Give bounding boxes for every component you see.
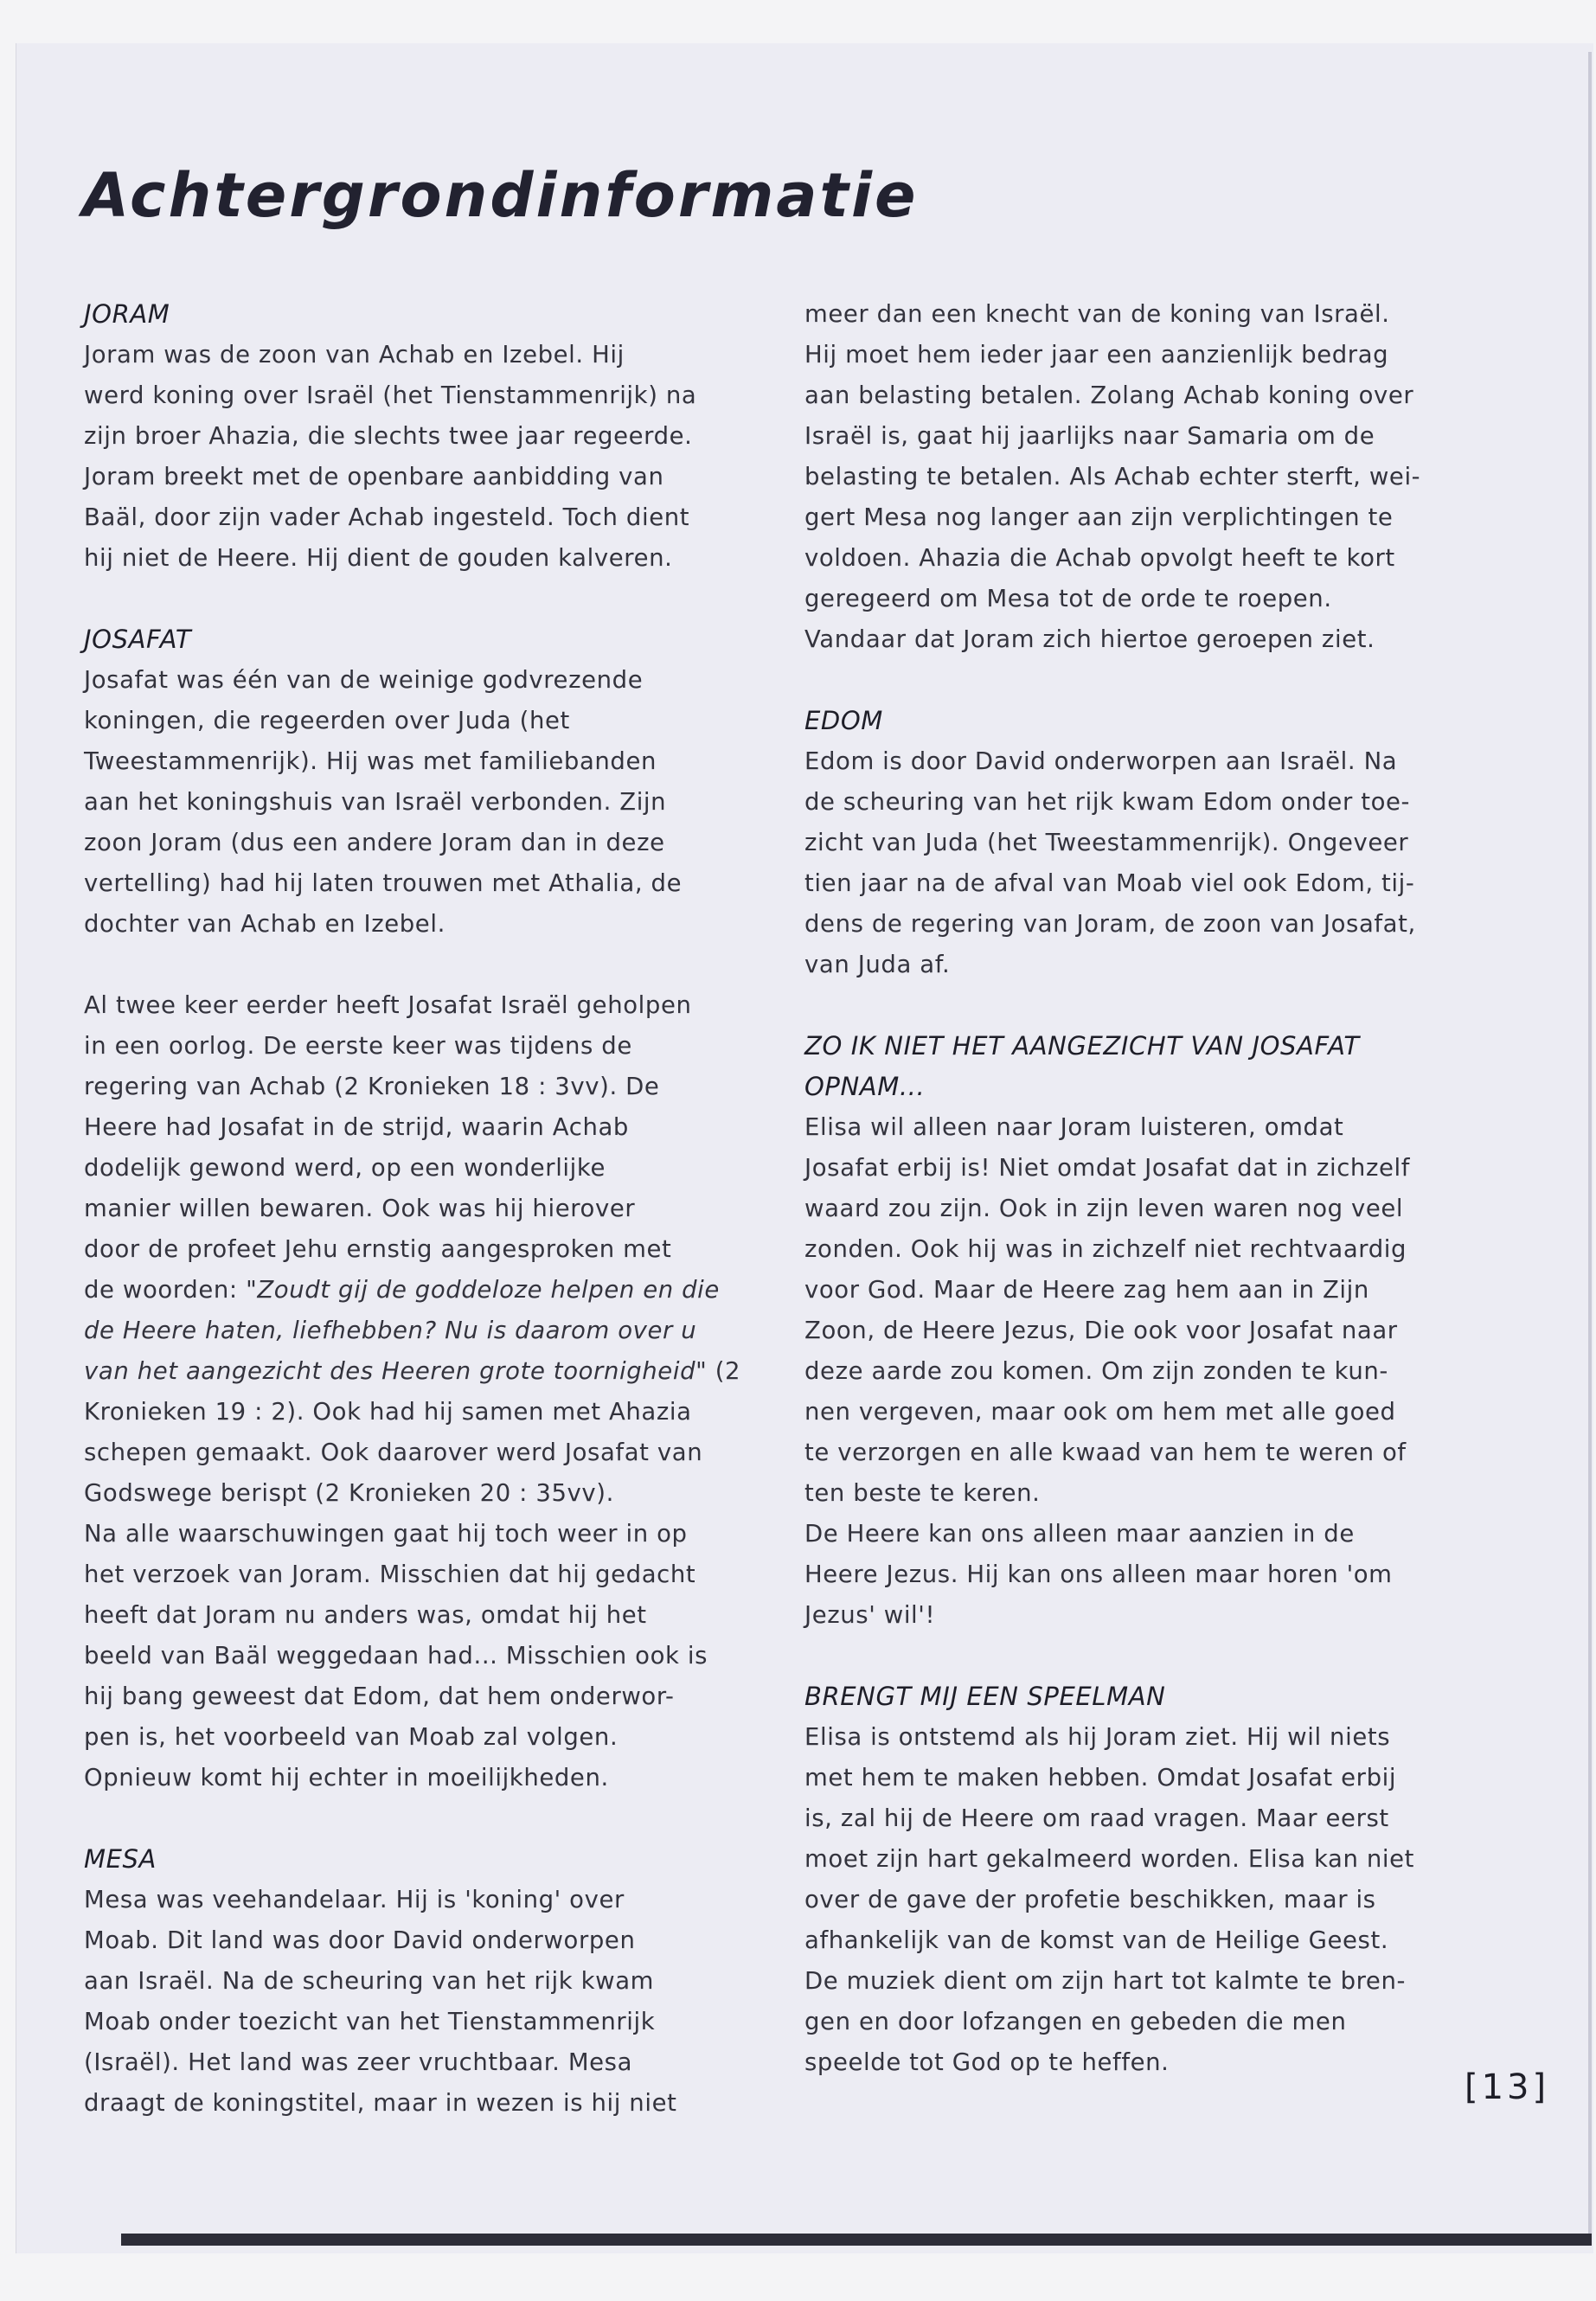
text-line: dens de regering van Joram, de zoon van Josafat,: [804, 910, 1416, 938]
quote-part-1: "Zoudt gij de goddeloze helpen en die: [246, 1276, 720, 1304]
text-line: van Juda af.: [804, 951, 951, 978]
josafat-text: [84, 660, 741, 945]
heading-mesa: MESA: [84, 1844, 157, 1874]
left-column: [84, 294, 741, 2124]
mesa-text: [84, 1880, 741, 2124]
zo-ik-text: [804, 1107, 1462, 1636]
text-line: meer dan een knecht van de koning van Israël.: [804, 300, 1390, 328]
mesa-continued-text: [804, 294, 1462, 660]
text-line: met hem te maken hebben. Omdat Josafat erbij: [804, 1764, 1397, 1791]
joram-text: [84, 335, 741, 579]
text-line: heeft dat Joram nu anders was, omdat hij het: [84, 1601, 647, 1629]
text-line: Zoon, de Heere Jezus, Die ook voor Josafat naar: [804, 1317, 1398, 1344]
text-line: afhankelijk van de komst van de Heilige Geest.: [804, 1926, 1389, 1954]
heading-speelman: BRENGT MIJ EEN SPEELMAN: [804, 1682, 1166, 1711]
page-edge: [1588, 52, 1592, 2240]
text-line: is, zal hij de Heere om raad vragen. Maar eerst: [804, 1804, 1389, 1832]
section-joram: [84, 294, 741, 579]
bottom-bar: [121, 2234, 1592, 2246]
text-line: De muziek dient om zijn hart tot kalmte te bren-: [804, 1967, 1407, 1995]
text-line: hij niet de Heere. Hij dient de gouden kalveren.: [84, 544, 673, 572]
text-line: aan het koningshuis van Israël verbonden. Zijn: [84, 788, 667, 816]
speelman-text: [804, 1717, 1462, 2083]
text-line: pen is, het voorbeeld van Moab zal volgen.: [84, 1723, 619, 1751]
heading-joram: JORAM: [84, 299, 170, 329]
text-line: Heere Jezus. Hij kan ons alleen maar horen 'om: [804, 1561, 1393, 1588]
josafat-text-2a: [84, 985, 741, 1270]
text-line: Moab onder toezicht van het Tienstammenrijk: [84, 2008, 656, 2035]
text-line: regering van Achab (2 Kronieken 18 : 3vv). De: [84, 1073, 660, 1100]
text-line: speelde tot God op te heffen.: [804, 2048, 1170, 2076]
heading-zo-ik-1: ZO IK NIET HET AANGEZICHT VAN JOSAFAT: [804, 1031, 1360, 1061]
quote-part-3: van het aangezicht des Heeren grote toornigheid": [84, 1357, 708, 1385]
text-line: Edom is door David onderworpen aan Israël. Na: [804, 747, 1398, 775]
edom-text: [804, 741, 1462, 985]
text-line: aan belasting betalen. Zolang Achab koning over: [804, 381, 1414, 409]
text-line: over de gave der profetie beschikken, maar is: [804, 1886, 1376, 1913]
text-line: in een oorlog. De eerste keer was tijdens de: [84, 1032, 632, 1060]
page-number: [13]: [1465, 2067, 1550, 2107]
text-line: Jezus' wil'!: [804, 1601, 936, 1629]
text-line: te verzorgen en alle kwaad van hem te weren of: [804, 1439, 1407, 1466]
heading-josafat: JOSAFAT: [84, 625, 192, 654]
text-line: ten beste te keren.: [804, 1479, 1041, 1507]
text-line: het verzoek van Joram. Misschien dat hij gedacht: [84, 1561, 696, 1588]
section-speelman: [804, 1676, 1462, 2083]
text-line: aan Israël. Na de scheuring van het rijk kwam: [84, 1967, 655, 1995]
text-line: zicht van Juda (het Tweestammenrijk). Ongeveer: [804, 829, 1409, 856]
section-mesa-continued: [804, 294, 1462, 660]
text-line: Vandaar dat Joram zich hiertoe geroepen ziet.: [804, 625, 1375, 653]
text-line: koningen, die regeerden over Juda (het: [84, 707, 570, 734]
text-line: geregeerd om Mesa tot de orde te roepen.: [804, 585, 1332, 612]
text-line: werd koning over Israël (het Tienstammenrijk) na: [84, 381, 697, 409]
section-josafat-2: [84, 985, 741, 1798]
text-line: Elisa is ontstemd als hij Joram ziet. Hij wil niets: [804, 1723, 1391, 1751]
text-line: gert Mesa nog langer aan zijn verplichtingen te: [804, 503, 1394, 531]
text-line: deze aarde zou komen. Om zijn zonden te kun-: [804, 1357, 1388, 1385]
text-line: voldoen. Ahazia die Achab opvolgt heeft te kort: [804, 544, 1395, 572]
text-line: vertelling) had hij laten trouwen met Athalia, de: [84, 869, 683, 897]
quote-line-3: [84, 1351, 741, 1392]
text-line: de scheuring van het rijk kwam Edom onder toe-: [804, 788, 1411, 816]
text-line: (Israël). Het land was zeer vruchtbaar. Mesa: [84, 2048, 633, 2076]
section-edom: [804, 701, 1462, 985]
page-title: Achtergrondinformatie: [82, 160, 919, 231]
text-line: manier willen bewaren. Ook was hij hierover: [84, 1195, 636, 1222]
text-line: schepen gemaakt. Ook daarover werd Josafat van: [84, 1439, 703, 1466]
text-line: zijn broer Ahazia, die slechts twee jaar regeerde.: [84, 422, 693, 450]
text-line: Heere had Josafat in de strijd, waarin Achab: [84, 1113, 629, 1141]
text-line: Na alle waarschuwingen gaat hij toch weer in op: [84, 1520, 688, 1548]
text-line: Josafat erbij is! Niet omdat Josafat dat in zichzelf: [804, 1154, 1411, 1182]
text-line: Godswege berispt (2 Kronieken 20 : 35vv).: [84, 1479, 614, 1507]
text-line: Kronieken 19 : 2). Ook had hij samen met Ahazia: [84, 1398, 692, 1426]
quote-line-2: de Heere haten, liefhebben? Nu is daarom over u: [84, 1317, 697, 1344]
text-line: Opnieuw komt hij echter in moeilijkheden.: [84, 1764, 609, 1791]
heading-zo-ik-2: OPNAM...: [804, 1072, 926, 1101]
section-zo-ik: [804, 1026, 1462, 1636]
text-line: Hij moet hem ieder jaar een aanzienlijk bedrag: [804, 341, 1389, 369]
text-line: Joram was de zoon van Achab en Izebel. Hij: [84, 341, 625, 369]
text-line: dochter van Achab en Izebel.: [84, 910, 445, 938]
josafat-text-2b: [84, 1392, 741, 1798]
quote-tail: (2: [707, 1357, 741, 1385]
text-line: Israël is, gaat hij jaarlijks naar Samaria om de: [804, 422, 1375, 450]
text-line: De Heere kan ons alleen maar aanzien in de: [804, 1520, 1355, 1548]
text-line: waard zou zijn. Ook in zijn leven waren nog veel: [804, 1195, 1404, 1222]
text-line: Josafat was één van de weinige godvrezende: [84, 666, 644, 694]
text-line: tien jaar na de afval van Moab viel ook Edom, tij-: [804, 869, 1415, 897]
text-line: hij bang geweest dat Edom, dat hem onderwor-: [84, 1682, 675, 1710]
text-line: Elisa wil alleen naar Joram luisteren, omdat: [804, 1113, 1344, 1141]
text-line: draagt de koningstitel, maar in wezen is hij niet: [84, 2089, 677, 2117]
text-line: voor God. Maar de Heere zag hem aan in Zijn: [804, 1276, 1369, 1304]
quote-lead: de woorden:: [84, 1276, 247, 1304]
text-line: Baäl, door zijn vader Achab ingesteld. Toch dient: [84, 503, 690, 531]
text-line: dodelijk gewond werd, op een wonderlijke: [84, 1154, 606, 1182]
heading-edom: EDOM: [804, 706, 883, 735]
right-column: [804, 294, 1462, 2083]
text-line: door de profeet Jehu ernstig aangesproken met: [84, 1235, 672, 1263]
text-line: zoon Joram (dus een andere Joram dan in deze: [84, 829, 665, 856]
text-line: Joram breekt met de openbare aanbidding van: [84, 463, 664, 490]
text-line: Mesa was veehandelaar. Hij is 'koning' over: [84, 1886, 625, 1913]
text-line: Moab. Dit land was door David onderworpen: [84, 1926, 636, 1954]
section-josafat: [84, 619, 741, 945]
text-line: belasting te betalen. Als Achab echter sterft, wei-: [804, 463, 1421, 490]
text-line: Al twee keer eerder heeft Josafat Israël geholpen: [84, 991, 692, 1019]
text-line: moet zijn hart gekalmeerd worden. Elisa kan niet: [804, 1845, 1415, 1873]
text-line: zonden. Ook hij was in zichzelf niet rechtvaardig: [804, 1235, 1407, 1263]
section-mesa: [84, 1839, 741, 2124]
text-line: beeld van Baäl weggedaan had... Misschien ook is: [84, 1642, 708, 1670]
text-line: Tweestammenrijk). Hij was met familiebanden: [84, 747, 657, 775]
text-line: nen vergeven, maar ook om hem met alle goed: [804, 1398, 1396, 1426]
text-line: gen en door lofzangen en gebeden die men: [804, 2008, 1347, 2035]
quote-line-1: [84, 1270, 741, 1311]
